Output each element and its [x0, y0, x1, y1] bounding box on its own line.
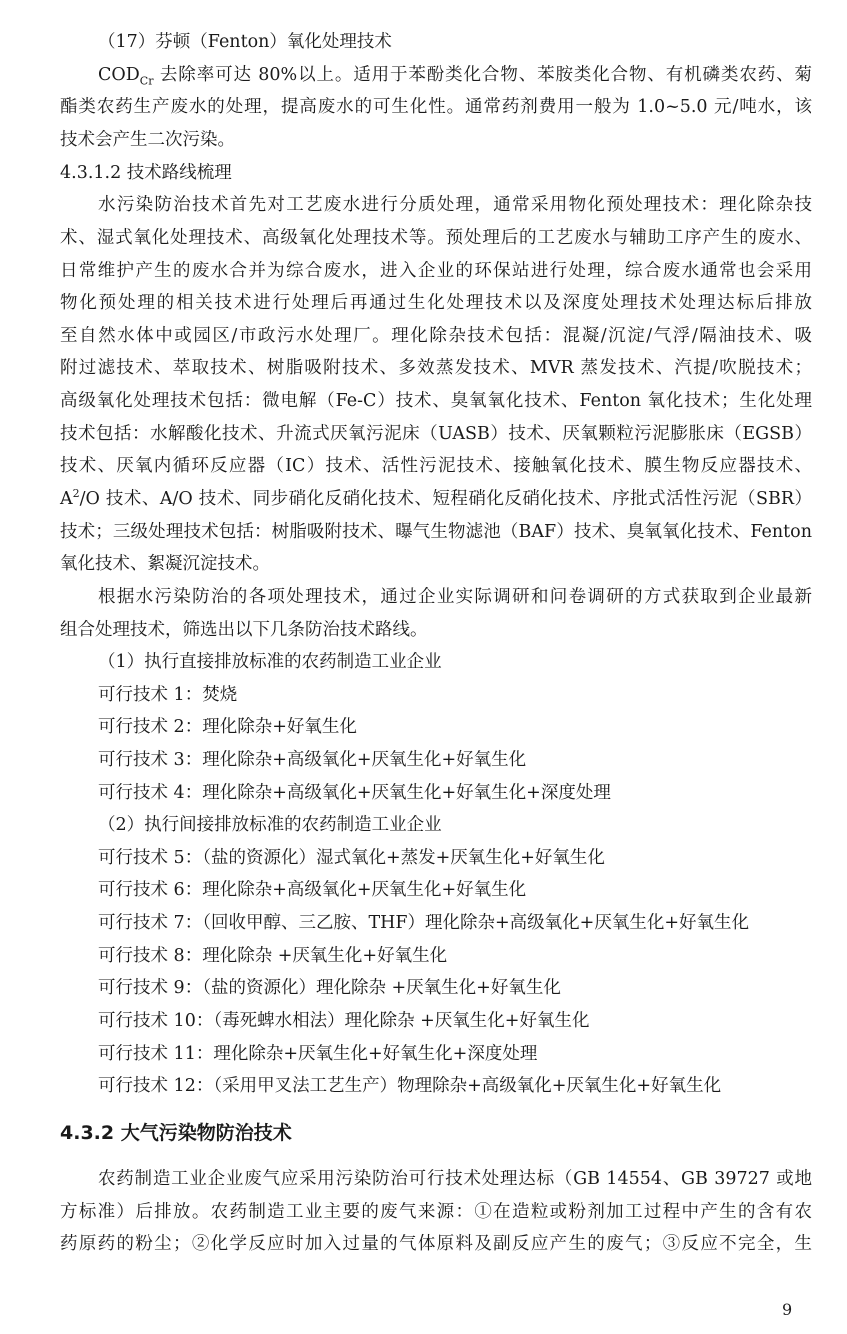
page-number: 9	[782, 1300, 793, 1319]
paragraph-line: 方标准）后排放。农药制造工业主要的废气来源：①在造粒或粉剂加工过程中产生的含有农	[60, 1202, 812, 1222]
paragraph-line: 至自然水体中或园区/市政污水处理厂。理化除杂技术包括：混凝/沉淀/气浮/隔油技术、吸	[60, 326, 812, 346]
list-item: （1）执行直接排放标准的农药制造工业企业	[98, 652, 442, 672]
paragraph-line: 药原药的粉尘；②化学反应时加入过量的气体原料及副反应产生的废气；③反应不完全，生	[60, 1234, 812, 1254]
fenton-paragraph-line: 酯类农药生产废水的处理，提高废水的可生化性。通常药剂费用一般为 1.0~5.0 元/吨水，该	[60, 97, 812, 117]
paragraph-line: 技术、厌氧内循环反应器（IC）技术、活性污泥技术、接触氧化技术、膜生物反应器技术、	[60, 456, 812, 476]
list-item: 可行技术 10：（毒死蜱水相法）理化除杂 +厌氧生化+好氧生化	[98, 1011, 590, 1031]
paragraph-line: 水污染防治技术首先对工艺废水进行分质处理，通常采用物化预处理技术：理化除杂技	[98, 195, 812, 215]
list-item: 可行技术 4：理化除杂+高级氧化+厌氧生化+好氧生化+深度处理	[98, 783, 611, 803]
paragraph-line: 技术包括：水解酸化技术、升流式厌氧污泥床（UASB）技术、厌氧颗粒污泥膨胀床（EGSB）	[60, 424, 812, 444]
paragraph-line: 农药制造工业企业废气应采用污染防治可行技术处理达标（GB 14554、GB 39727 或地	[98, 1169, 812, 1189]
paragraph-line: 附过滤技术、萃取技术、树脂吸附技术、多效蒸发技术、MVR 蒸发技术、汽提/吹脱技术；	[60, 358, 812, 378]
paragraph-line: 根据水污染防治的各项处理技术，通过企业实际调研和问卷调研的方式获取到企业最新	[98, 587, 812, 607]
fenton-paragraph-line: 技术会产生二次污染。	[60, 130, 235, 150]
paragraph-line: $A^2/O$ 技术、A/O 技术、同步硝化反硝化技术、短程硝化反硝化技术、序批式活性污泥（SBR）	[60, 487, 812, 509]
list-item: 可行技术 8：理化除杂 +厌氧生化+好氧生化	[98, 946, 448, 966]
list-item: （2）执行间接排放标准的农药制造工业企业	[98, 815, 442, 835]
list-item: 可行技术 2：理化除杂+好氧生化	[98, 717, 357, 737]
fenton-title: （17）芬顿（Fenton）氧化处理技术	[98, 32, 392, 52]
paragraph-line: 组合处理技术，筛选出以下几条防治技术路线。	[60, 620, 428, 640]
paragraph-line: 技术；三级处理技术包括：树脂吸附技术、曝气生物滤池（BAF）技术、臭氧氧化技术、Fenton	[60, 522, 812, 542]
list-item: 可行技术 7：（回收甲醇、三乙胺、THF）理化除杂+高级氧化+厌氧生化+好氧生化	[98, 913, 750, 933]
list-item: 可行技术 11：理化除杂+厌氧生化+好氧生化+深度处理	[98, 1044, 538, 1064]
list-item: 可行技术 1：焚烧	[98, 685, 238, 705]
list-item: 可行技术 9：（盐的资源化）理化除杂 +厌氧生化+好氧生化	[98, 978, 561, 998]
section-432-heading: 4.3.2 大气污染物防治技术	[60, 1122, 292, 1144]
paragraph-line: 术、湿式氧化处理技术、高级氧化处理技术等。预处理后的工艺废水与辅助工序产生的废水、	[60, 228, 812, 248]
paragraph-line: 高级氧化处理技术包括：微电解（Fe-C）技术、臭氧氧化技术、Fenton 氧化技术；生化处理	[60, 391, 812, 411]
list-item: 可行技术 3：理化除杂+高级氧化+厌氧生化+好氧生化	[98, 750, 527, 770]
fenton-paragraph-line: $COD_{Cr}$ 去除率可达 80%以上。适用于苯酚类化合物、苯胺类化合物、有机磷类农药、菊	[98, 65, 812, 88]
paragraph-line: 物化预处理的相关技术进行处理后再通过生化处理技术以及深度处理技术处理达标后排放	[60, 293, 812, 313]
paragraph-line: 日常维护产生的废水合并为综合废水，进入企业的环保站进行处理，综合废水通常也会采用	[60, 261, 812, 281]
list-item: 可行技术 5：（盐的资源化）湿式氧化+蒸发+厌氧生化+好氧生化	[98, 848, 605, 868]
list-item: 可行技术 6：理化除杂+高级氧化+厌氧生化+好氧生化	[98, 880, 527, 900]
paragraph-line: 氧化技术、絮凝沉淀技术。	[60, 554, 270, 574]
list-item: 可行技术 12：（采用甲叉法工艺生产）物理除杂+高级氧化+厌氧生化+好氧生化	[98, 1076, 722, 1096]
section-4312-heading: 4.3.1.2 技术路线梳理	[60, 163, 232, 183]
